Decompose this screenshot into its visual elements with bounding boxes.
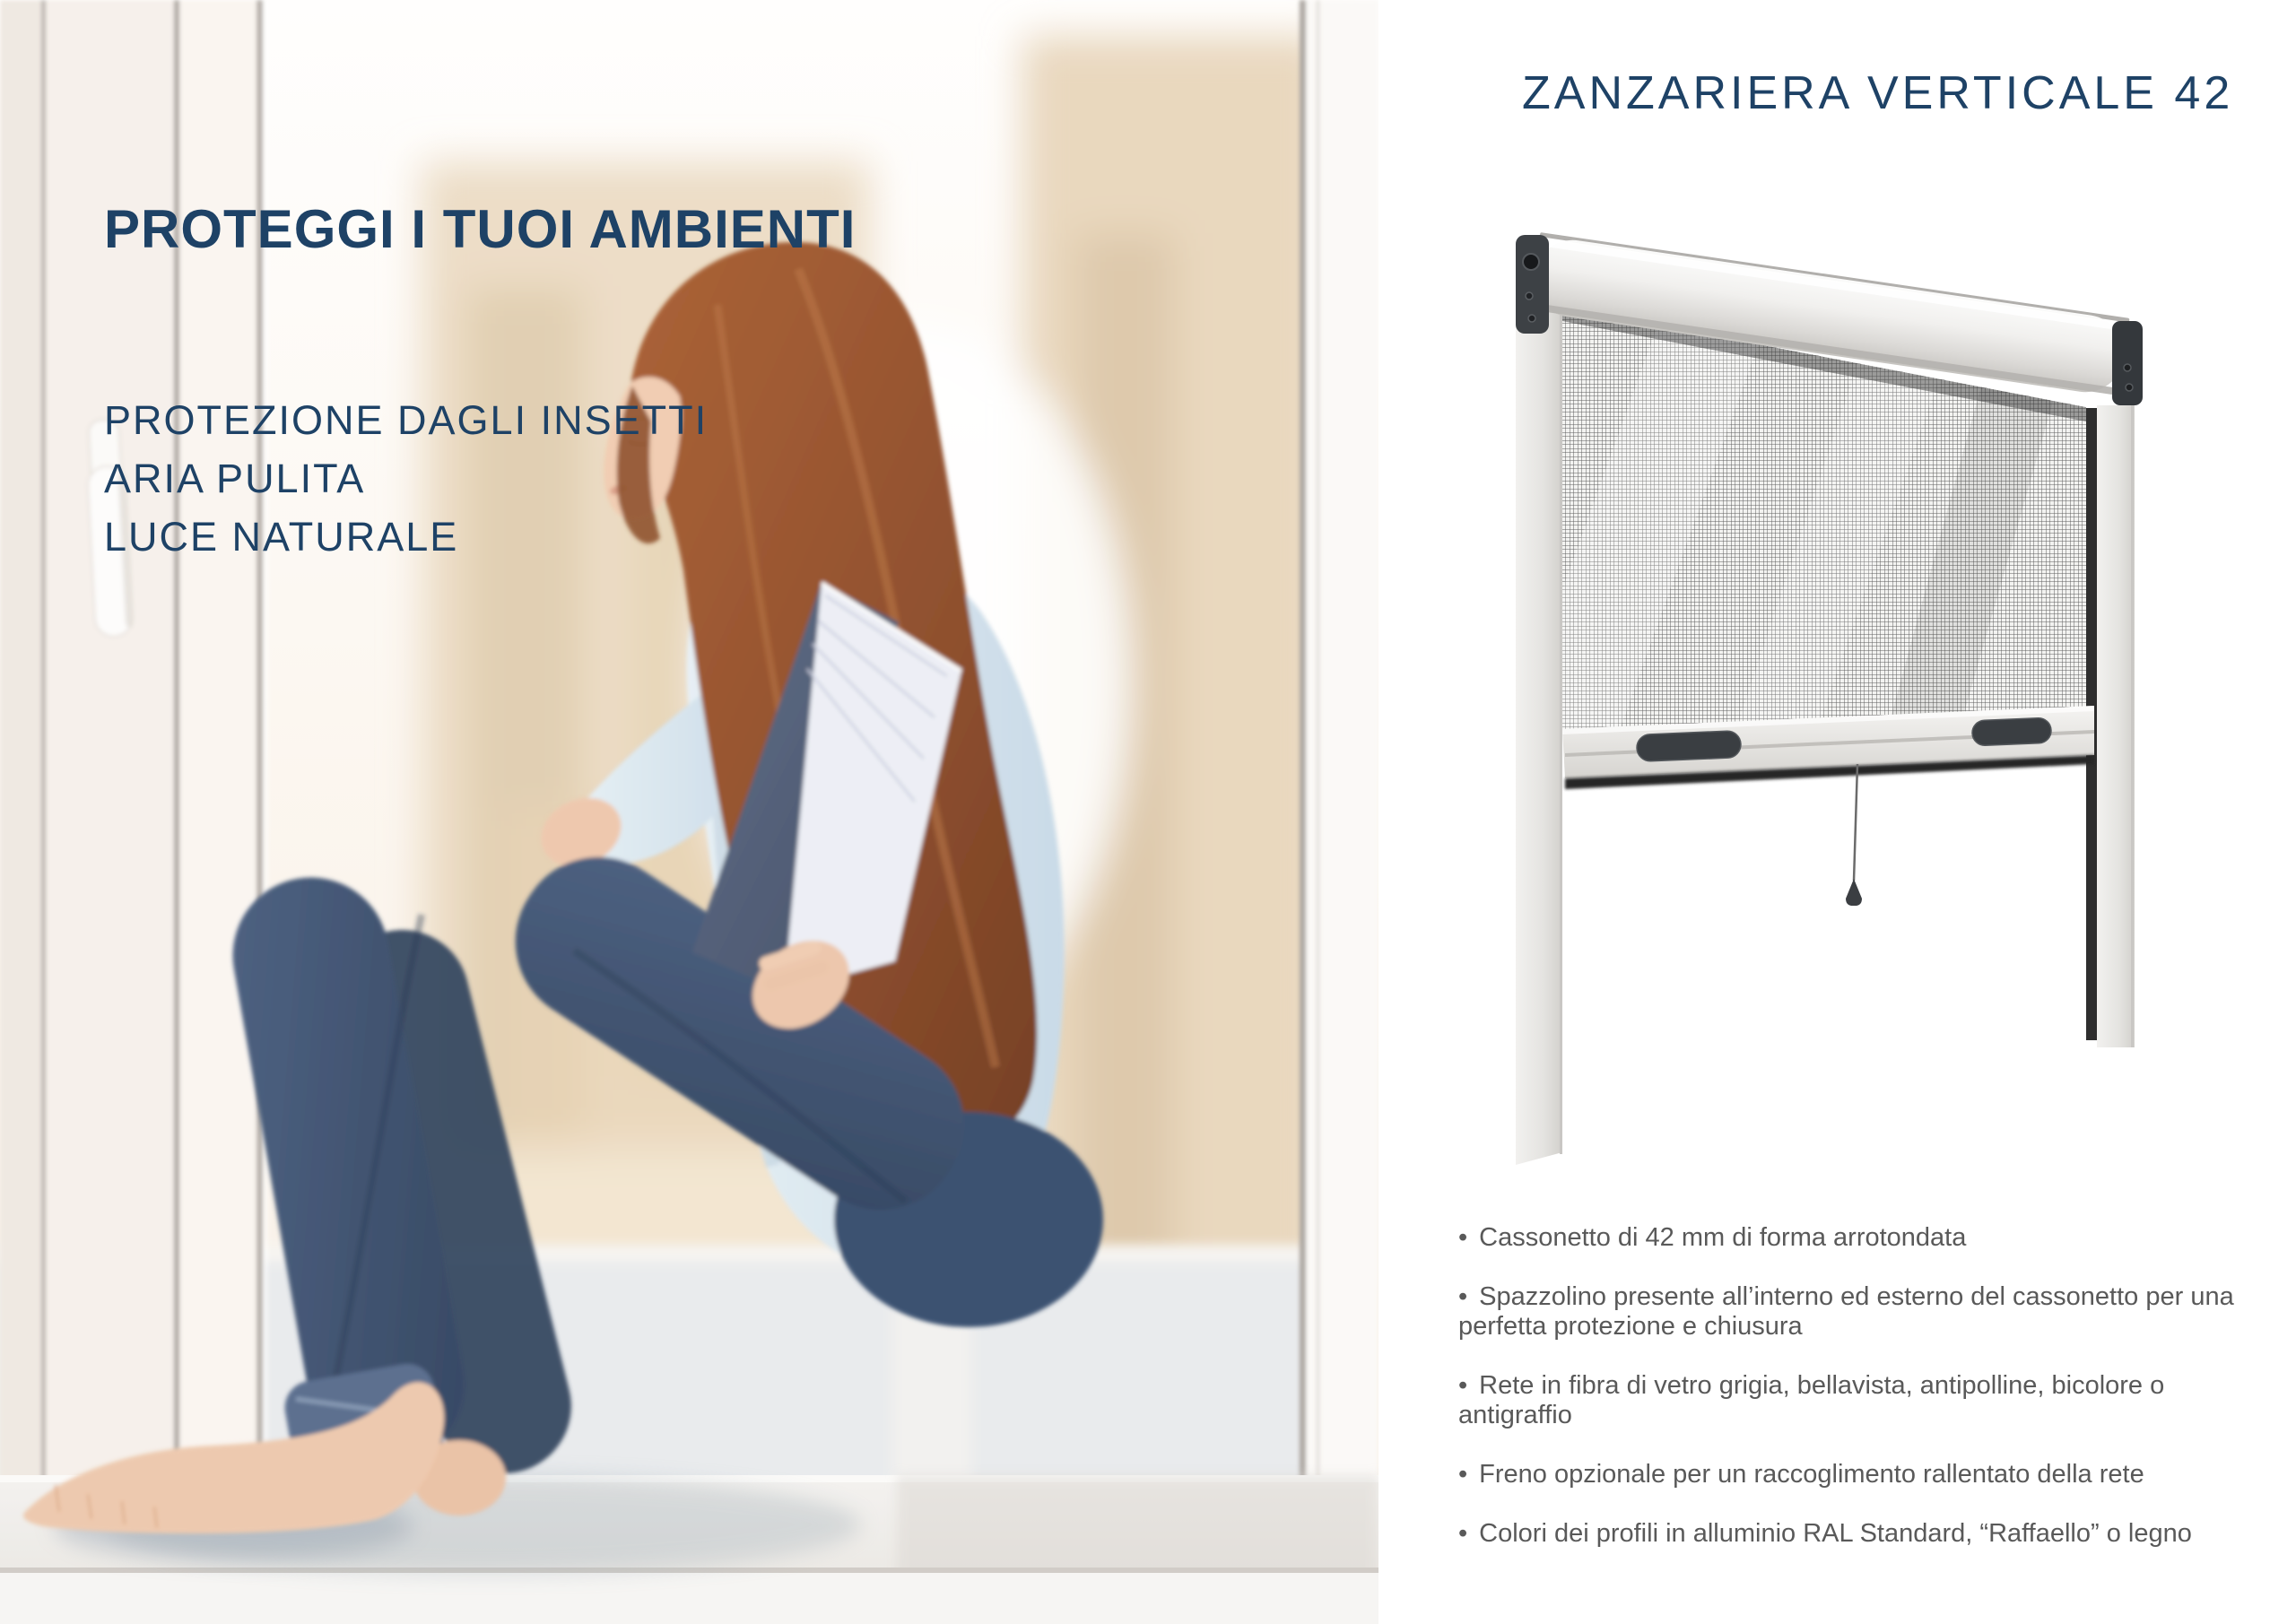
feature-text: perfetta protezione e chiusura — [1458, 1312, 1803, 1341]
feature-text: Freno opzionale per un raccoglimento rallentato della rete — [1479, 1460, 2144, 1489]
feature-item — [1458, 1223, 2292, 1253]
cassette-bracket-left — [1516, 235, 1549, 334]
feature-list — [1458, 1223, 2292, 1578]
bullet-icon: • — [1458, 1223, 1468, 1252]
page-subheadline — [104, 391, 708, 566]
bullet-icon: • — [1458, 1519, 1468, 1548]
feature-text: Colori dei profili in alluminio RAL Standard, “Raffaello” o legno — [1479, 1519, 2192, 1548]
feature-text: Rete in fibra di vetro grigia, bellavista, antipolline, bicolore o — [1479, 1371, 2165, 1400]
product-title: ZANZARIERA VERTICALE 42 — [1522, 67, 2234, 119]
subheadline-line: PROTEZIONE DAGLI INSETTI — [104, 397, 709, 443]
subheadline-line: ARIA PULITA — [104, 456, 366, 501]
handle-left — [1636, 731, 1741, 762]
feature-item — [1458, 1519, 2292, 1549]
bullet-icon: • — [1458, 1460, 1468, 1489]
product-illustration — [1489, 206, 2224, 1202]
handle-right — [1971, 717, 2051, 746]
right-rail — [2097, 405, 2135, 1047]
cassette-bracket-right — [2112, 321, 2143, 405]
subheadline-line: LUCE NATURALE — [104, 514, 459, 560]
feature-text: Cassonetto di 42 mm di forma arrotondata — [1479, 1223, 1967, 1252]
feature-text: antigraffio — [1458, 1401, 1572, 1429]
cord-weight — [1846, 879, 1862, 906]
feature-text: Spazzolino presente all’interno ed esterno del cassonetto per una — [1479, 1282, 2234, 1311]
bullet-icon: • — [1458, 1282, 1468, 1311]
feature-item — [1458, 1282, 2292, 1342]
bullet-icon: • — [1458, 1371, 1468, 1400]
left-rail — [1516, 296, 1562, 1165]
pull-cord — [1854, 764, 1857, 881]
feature-item — [1458, 1371, 2292, 1430]
page-headline: PROTEGGI I TUOI AMBIENTI — [104, 199, 857, 259]
feature-item — [1458, 1460, 2292, 1489]
